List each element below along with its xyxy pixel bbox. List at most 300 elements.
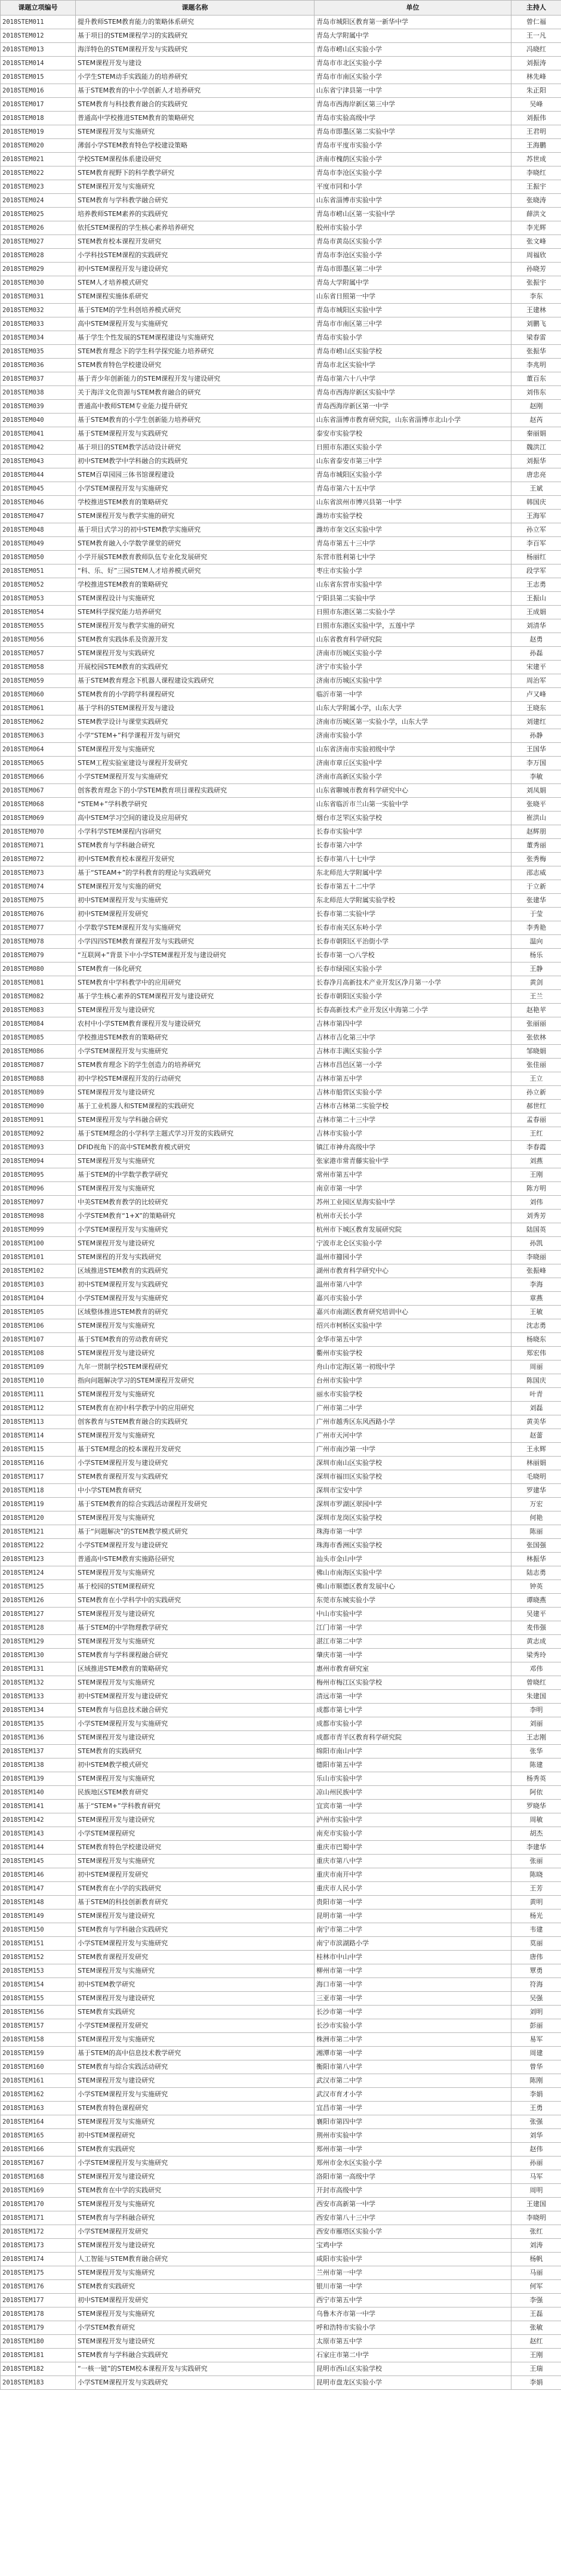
cell-host: 罗晓华 [511,1800,561,1813]
cell-unit: 吉林市第五中学 [315,1072,511,1086]
table-row [1,853,561,866]
cell-host: 李万国 [511,757,561,770]
cell-host: 沈志勇 [511,1319,561,1333]
cell-name: STEM百草园园三体书馆课程建设 [76,468,315,482]
cell-name: 小学STEM教育“1+X”的策略研究 [76,1210,315,1223]
cell-unit: 长春市第二实验中学 [315,908,511,921]
cell-code: 2018STEM169 [1,2184,76,2198]
cell-code: 2018STEM110 [1,1374,76,1388]
cell-host: 苏世成 [511,153,561,166]
cell-name: 区域推进STEM教育的实践研究 [76,1264,315,1278]
cell-code: 2018STEM150 [1,1923,76,1937]
cell-code: 2018STEM052 [1,578,76,592]
table-row [1,921,561,935]
cell-unit: 西宁市第五中学 [315,2294,511,2307]
cell-unit: 青岛市崂山区实验学校 [315,345,511,359]
cell-unit: 株洲市第二中学 [315,2033,511,2047]
cell-code: 2018STEM155 [1,1992,76,2006]
cell-name: 中小学STEM教育研究 [76,1484,315,1498]
cell-code: 2018STEM039 [1,400,76,414]
cell-unit: 襄阳市第四中学 [315,2115,511,2129]
cell-host: 李光辉 [511,221,561,235]
cell-code: 2018STEM059 [1,674,76,688]
cell-name: 基于STEM教育的劳动教育研究 [76,1333,315,1347]
table-row [1,1772,561,1786]
table-row [1,990,561,1004]
cell-unit: 宜宾市第一中学 [315,1800,511,1813]
table-row [1,1045,561,1059]
cell-code: 2018STEM098 [1,1210,76,1223]
cell-code: 2018STEM018 [1,112,76,125]
cell-host: 李东 [511,290,561,304]
cell-unit: 青岛市即墨区第二中学 [315,263,511,276]
table-row [1,2074,561,2088]
cell-code: 2018STEM080 [1,962,76,976]
table-row [1,866,561,880]
cell-name: STEM课程开发与建设研究 [76,2170,315,2184]
cell-name: 区域推进STEM教育的策略研究 [76,1662,315,1676]
cell-code: 2018STEM069 [1,812,76,825]
cell-name: “科、乐、好”三园STEM人才培养模式研究 [76,564,315,578]
cell-code: 2018STEM109 [1,1361,76,1374]
header-unit: 单位 [315,1,511,16]
cell-unit: 重庆市南开中学 [315,1868,511,1882]
cell-name: 区域整体推进STEM教育的研究 [76,1306,315,1319]
table-row [1,455,561,468]
cell-host: 杨晓东 [511,1333,561,1347]
cell-code: 2018STEM179 [1,2321,76,2335]
table-row [1,1649,561,1662]
cell-unit: 东莞市东城实验小学 [315,1594,511,1608]
cell-host: 王刚 [511,2349,561,2362]
cell-code: 2018STEM096 [1,1182,76,1196]
cell-name: STEM课程开发与建设研究 [76,1004,315,1017]
table-row [1,1182,561,1196]
table-row [1,125,561,139]
table-row [1,1690,561,1704]
table-row [1,139,561,153]
cell-code: 2018STEM172 [1,2225,76,2239]
cell-name: 高中STEM课程开发与实施研究 [76,317,315,331]
table-row [1,221,561,235]
cell-unit: 东营市胜利第七中学 [315,551,511,564]
table-row [1,1800,561,1813]
cell-host: 王敏 [511,1306,561,1319]
table-row [1,2266,561,2280]
table-row [1,1608,561,1621]
cell-code: 2018STEM171 [1,2211,76,2225]
cell-unit: 珠海市第一中学 [315,1525,511,1539]
cell-host: 王立 [511,1072,561,1086]
cell-unit: 青岛市城阳区实验中学 [315,304,511,317]
table-row [1,153,561,166]
table-row [1,1457,561,1470]
cell-code: 2018STEM022 [1,166,76,180]
cell-unit: 吉林市丰满区实验小学 [315,1045,511,1059]
table-row [1,1731,561,1745]
cell-host: 陈刚 [511,2074,561,2088]
cell-host: 孙凯 [511,1237,561,1251]
cell-unit: 日照市东港区实验中学，五莲中学 [315,619,511,633]
table-row [1,1635,561,1649]
table-row [1,1855,561,1868]
table-row [1,249,561,263]
cell-code: 2018STEM153 [1,1964,76,1978]
cell-unit: 西安市第八十三中学 [315,2211,511,2225]
table-row [1,1923,561,1937]
table-row [1,510,561,523]
cell-host: 覃勇 [511,1964,561,1978]
cell-host: 张佳丽 [511,1059,561,1072]
table-row [1,688,561,702]
cell-name: STEM教育与信息技术融合研究 [76,1704,315,1717]
cell-unit: 吉林市吉林第二实验学校 [315,1100,511,1113]
cell-code: 2018STEM154 [1,1978,76,1992]
cell-code: 2018STEM045 [1,482,76,496]
cell-host: 刘秀芳 [511,1210,561,1223]
cell-unit: 长沙市实验小学 [315,2019,511,2033]
cell-host: 陈建 [511,1759,561,1772]
cell-name: 提升教师STEM教育能力的策略体系研究 [76,16,315,29]
cell-name: 基于学科的STEM课程开发与建设 [76,702,315,715]
cell-name: 初中STEM课程开发与建设研究 [76,263,315,276]
cell-code: 2018STEM085 [1,1031,76,1045]
cell-name: STEM教育特色课程研究 [76,2102,315,2115]
table-row [1,1100,561,1113]
table-row [1,949,561,962]
cell-code: 2018STEM140 [1,1786,76,1800]
cell-unit: 广州市第二中学 [315,1402,511,1415]
header-host: 主持人 [511,1,561,16]
cell-host: 张文峰 [511,235,561,249]
cell-code: 2018STEM176 [1,2280,76,2294]
cell-name: STEM课程开发与实施研究 [76,2266,315,2280]
cell-code: 2018STEM093 [1,1141,76,1155]
cell-name: 基于STEM理念的校本课程开发研究 [76,1443,315,1457]
cell-code: 2018STEM151 [1,1937,76,1951]
table-row [1,290,561,304]
cell-host: 张晓涛 [511,194,561,208]
cell-unit: 成都市实验小学 [315,1717,511,1731]
cell-unit: 青岛市第六十五中学 [315,482,511,496]
cell-unit: 长春市朝阳区实验小学 [315,990,511,1004]
table-row [1,1786,561,1800]
cell-unit: 南宁市第二中学 [315,1923,511,1937]
cell-code: 2018STEM065 [1,757,76,770]
cell-code: 2018STEM124 [1,1566,76,1580]
cell-host: 钟英 [511,1580,561,1594]
cell-code: 2018STEM177 [1,2294,76,2307]
table-row [1,2019,561,2033]
cell-unit: 昆明市西山区实验学校 [315,2362,511,2376]
cell-unit: 日照市东港区实验小学 [315,441,511,455]
cell-code: 2018STEM101 [1,1251,76,1264]
cell-unit: 济南市高新区实验小学 [315,770,511,784]
cell-code: 2018STEM064 [1,743,76,757]
cell-name: STEM教育与综合实践活动研究 [76,2060,315,2074]
cell-unit: 吉林市实验小学 [315,1127,511,1141]
cell-name: STEM教育在初中科学教学中的应用研究 [76,1402,315,1415]
cell-code: 2018STEM077 [1,921,76,935]
cell-unit: 山东省淄博市教育研究院，山东省淄博市北山小学 [315,414,511,427]
cell-host: 马丽 [511,2266,561,2280]
cell-name: 基于项目的STEM教学活动设计研究 [76,441,315,455]
cell-unit: 昆明市第一中学 [315,1909,511,1923]
cell-name: STEM教育与学科融合实践研究 [76,1923,315,1937]
cell-host: 董百东 [511,372,561,386]
cell-code: 2018STEM108 [1,1347,76,1361]
cell-host: 唐伟 [511,1951,561,1964]
cell-unit: 青岛市即墨区第二实验中学 [315,125,511,139]
header-row [1,1,561,16]
cell-host: 王红 [511,1127,561,1141]
table-row [1,537,561,551]
cell-unit: 宁波市北仑区实验小学 [315,1237,511,1251]
cell-name: STEM课程开发与实施研究 [76,1429,315,1443]
cell-host: 阿依 [511,1786,561,1800]
cell-unit: 西安市高新第一中学 [315,2198,511,2211]
cell-name: STEM课程开发与实施的研究 [76,880,315,894]
cell-name: “互联网+”背景下中小学STEM课程开发与建设研究 [76,949,315,962]
cell-unit: 金华市第五中学 [315,1333,511,1347]
cell-unit: 烟台市芝罘区实验学校 [315,812,511,825]
cell-host: 王建林 [511,304,561,317]
cell-name: STEM教育实践研究 [76,2280,315,2294]
cell-host: 魏洪江 [511,441,561,455]
table-row [1,674,561,688]
table-row [1,84,561,98]
cell-code: 2018STEM023 [1,180,76,194]
table-row [1,1539,561,1553]
cell-host: 周丽 [511,1361,561,1374]
table-row [1,1951,561,1964]
cell-host: 周敏 [511,1813,561,1827]
table-row [1,1374,561,1388]
cell-unit: 衢州市实验学校 [315,1347,511,1361]
cell-unit: 长春市实验中学 [315,825,511,839]
cell-unit: 杭州市天长小学 [315,1210,511,1223]
cell-unit: 桂林市中山中学 [315,1951,511,1964]
cell-code: 2018STEM131 [1,1662,76,1676]
cell-host: 温向 [511,935,561,949]
cell-code: 2018STEM084 [1,1017,76,1031]
cell-unit: 梅州市梅江区实验学校 [315,1676,511,1690]
table-row [1,317,561,331]
cell-host: 王一凡 [511,29,561,43]
cell-code: 2018STEM107 [1,1333,76,1347]
cell-unit: 凉山州民族中学 [315,1786,511,1800]
cell-host: 罗建华 [511,1484,561,1498]
cell-code: 2018STEM166 [1,2143,76,2157]
cell-name: 海洋特色的STEM课程开发与实践研究 [76,43,315,57]
table-row [1,523,561,537]
table-row [1,2033,561,2047]
cell-code: 2018STEM183 [1,2376,76,2390]
cell-code: 2018STEM115 [1,1443,76,1457]
cell-name: 小学科学STEM课程内容研究 [76,825,315,839]
table-row [1,743,561,757]
table-row [1,1292,561,1306]
table-row [1,1333,561,1347]
cell-unit: 乐山市实验中学 [315,1772,511,1786]
table-row [1,2143,561,2157]
cell-code: 2018STEM156 [1,2006,76,2019]
cell-code: 2018STEM025 [1,208,76,221]
table-row [1,427,561,441]
cell-code: 2018STEM029 [1,263,76,276]
cell-unit: 绵阳市南山中学 [315,1745,511,1759]
table-row [1,400,561,414]
cell-unit: 南充市实验小学 [315,1827,511,1841]
table-row [1,194,561,208]
cell-host: 孙立新 [511,1086,561,1100]
cell-name: 初中STEM教学模式研究 [76,1759,315,1772]
cell-name: STEM课程开发与建设研究 [76,1608,315,1621]
table-row [1,331,561,345]
cell-code: 2018STEM071 [1,839,76,853]
cell-unit: 三亚市第一中学 [315,1992,511,2006]
cell-unit: 济南市历城区第一实验小学，山东大学 [315,715,511,729]
table-row [1,2307,561,2321]
cell-unit: 山东省济南市实验初级中学 [315,743,511,757]
cell-unit: 荆州市实验中学 [315,2129,511,2143]
cell-host: 卢又峰 [511,688,561,702]
cell-host: 王勇 [511,2102,561,2115]
cell-name: STEM课程开发与实施研究 [76,1388,315,1402]
table-row [1,1168,561,1182]
table-row [1,1072,561,1086]
cell-name: “一核一链”的STEM校本课程开发与实践研究 [76,2362,315,2376]
cell-name: STEM课程开发与实施研究 [76,1319,315,1333]
cell-unit: 山东省聊城市教育科学研究中心 [315,784,511,798]
cell-name: 创客教育与STEM教育融合的实践研究 [76,1415,315,1429]
cell-code: 2018STEM135 [1,1717,76,1731]
table-row [1,386,561,400]
table-row [1,1621,561,1635]
table-row [1,2157,561,2170]
cell-host: 李晓明 [511,2211,561,2225]
cell-name: STEM教育理念下的学生科学探究能力培养研究 [76,345,315,359]
cell-host: 杨丽红 [511,551,561,564]
cell-name: 高中STEM学习空间的建设及应用研究 [76,812,315,825]
cell-host: 何军 [511,2280,561,2294]
cell-name: STEM课程开发与建设 [76,57,315,70]
cell-unit: 吉林市吉化第三中学 [315,1031,511,1045]
cell-host: 赵辉朋 [511,825,561,839]
cell-name: 初中STEM课程开发研究 [76,1868,315,1882]
table-row [1,1031,561,1045]
table-row [1,414,561,427]
cell-host: 刘明 [511,2006,561,2019]
cell-code: 2018STEM032 [1,304,76,317]
cell-host: 朱正阳 [511,84,561,98]
cell-code: 2018STEM075 [1,894,76,908]
table-row [1,1347,561,1361]
table-row [1,2088,561,2102]
cell-name: STEM课程开发与实施研究 [76,1855,315,1868]
cell-unit: 清远市第一中学 [315,1690,511,1704]
cell-code: 2018STEM055 [1,619,76,633]
cell-code: 2018STEM106 [1,1319,76,1333]
cell-name: 基于工业机器人和STEM课程的实践研究 [76,1100,315,1113]
table-row [1,1978,561,1992]
cell-code: 2018STEM132 [1,1676,76,1690]
cell-name: 小学STEM课程开发与实践研究 [76,2376,315,2390]
cell-name: 小学STEM课程开发与实施研究 [76,2157,315,2170]
cell-unit: 嘉兴市实验小学 [315,1292,511,1306]
table-row [1,757,561,770]
table-row [1,908,561,921]
cell-host: 陈方明 [511,1182,561,1196]
cell-host: 李兆明 [511,359,561,372]
table-row [1,784,561,798]
cell-unit: 泸州市实验中学 [315,1813,511,1827]
cell-name: STEM课程开发与建设研究 [76,2239,315,2253]
cell-host: 邹晓娟 [511,1045,561,1059]
cell-unit: 吉林市昌邑区第一小学 [315,1059,511,1072]
cell-unit: 吉林市第二十三中学 [315,1113,511,1127]
cell-host: 周治军 [511,674,561,688]
cell-host: 李建华 [511,1841,561,1855]
cell-code: 2018STEM138 [1,1759,76,1772]
cell-host: 朱建国 [511,1690,561,1704]
cell-name: 薄弱小学STEM教育特色学校建设策略 [76,139,315,153]
cell-unit: 青岛市实验高级中学 [315,112,511,125]
cell-code: 2018STEM036 [1,359,76,372]
cell-name: 初中STEM课程开发与实施研究 [76,894,315,908]
cell-host: 张秀梅 [511,853,561,866]
table-row [1,1388,561,1402]
cell-name: 初中学校STEM课程开发的行动研究 [76,1072,315,1086]
cell-name: 学校推进STEM教育的策略研究 [76,578,315,592]
cell-unit: 青岛市西海岸新区实验中学 [315,386,511,400]
cell-name: 小学STEM课程研究 [76,1827,315,1841]
cell-host: 赵伟 [511,2143,561,2157]
cell-unit: 长春市第六中学 [315,839,511,853]
cell-unit: 山东大学附属小学，山东大学 [315,702,511,715]
cell-host: 孟春丽 [511,1113,561,1127]
cell-name: 小学STEM课程开发与实施研究 [76,1292,315,1306]
cell-host: 王瑞 [511,2362,561,2376]
cell-host: 王斌 [511,482,561,496]
cell-host: 陆志勇 [511,1566,561,1580]
cell-code: 2018STEM168 [1,2170,76,2184]
cell-host: 唐忠亮 [511,468,561,482]
cell-code: 2018STEM123 [1,1553,76,1566]
cell-name: STEM课程开发与实施研究 [76,1566,315,1580]
cell-name: STEM课程开发与实施研究 [76,1635,315,1649]
cell-name: 小学数学STEM课程开发与实施研究 [76,921,315,935]
cell-host: 王志勇 [511,578,561,592]
cell-name: 基于STEM课程开发与实践研究 [76,427,315,441]
table-row [1,1004,561,1017]
cell-name: STEM人才培养模式研究 [76,276,315,290]
cell-name: 初中STEM课程开发研究 [76,2294,315,2307]
cell-name: STEM课程开发与实施研究 [76,1182,315,1196]
table-row [1,770,561,784]
cell-name: 基于STEM的科技创新教育研究 [76,1896,315,1909]
cell-name: STEM课程设计与实施研究 [76,592,315,606]
cell-unit: 青岛市崂山区实验小学 [315,43,511,57]
cell-code: 2018STEM121 [1,1525,76,1539]
cell-code: 2018STEM136 [1,1731,76,1745]
cell-host: 周建 [511,2047,561,2060]
cell-code: 2018STEM129 [1,1635,76,1649]
cell-code: 2018STEM088 [1,1072,76,1086]
cell-code: 2018STEM182 [1,2362,76,2376]
cell-unit: 太原市第五中学 [315,2335,511,2349]
cell-name: 小学STEM课程开发与实施研究 [76,1717,315,1731]
